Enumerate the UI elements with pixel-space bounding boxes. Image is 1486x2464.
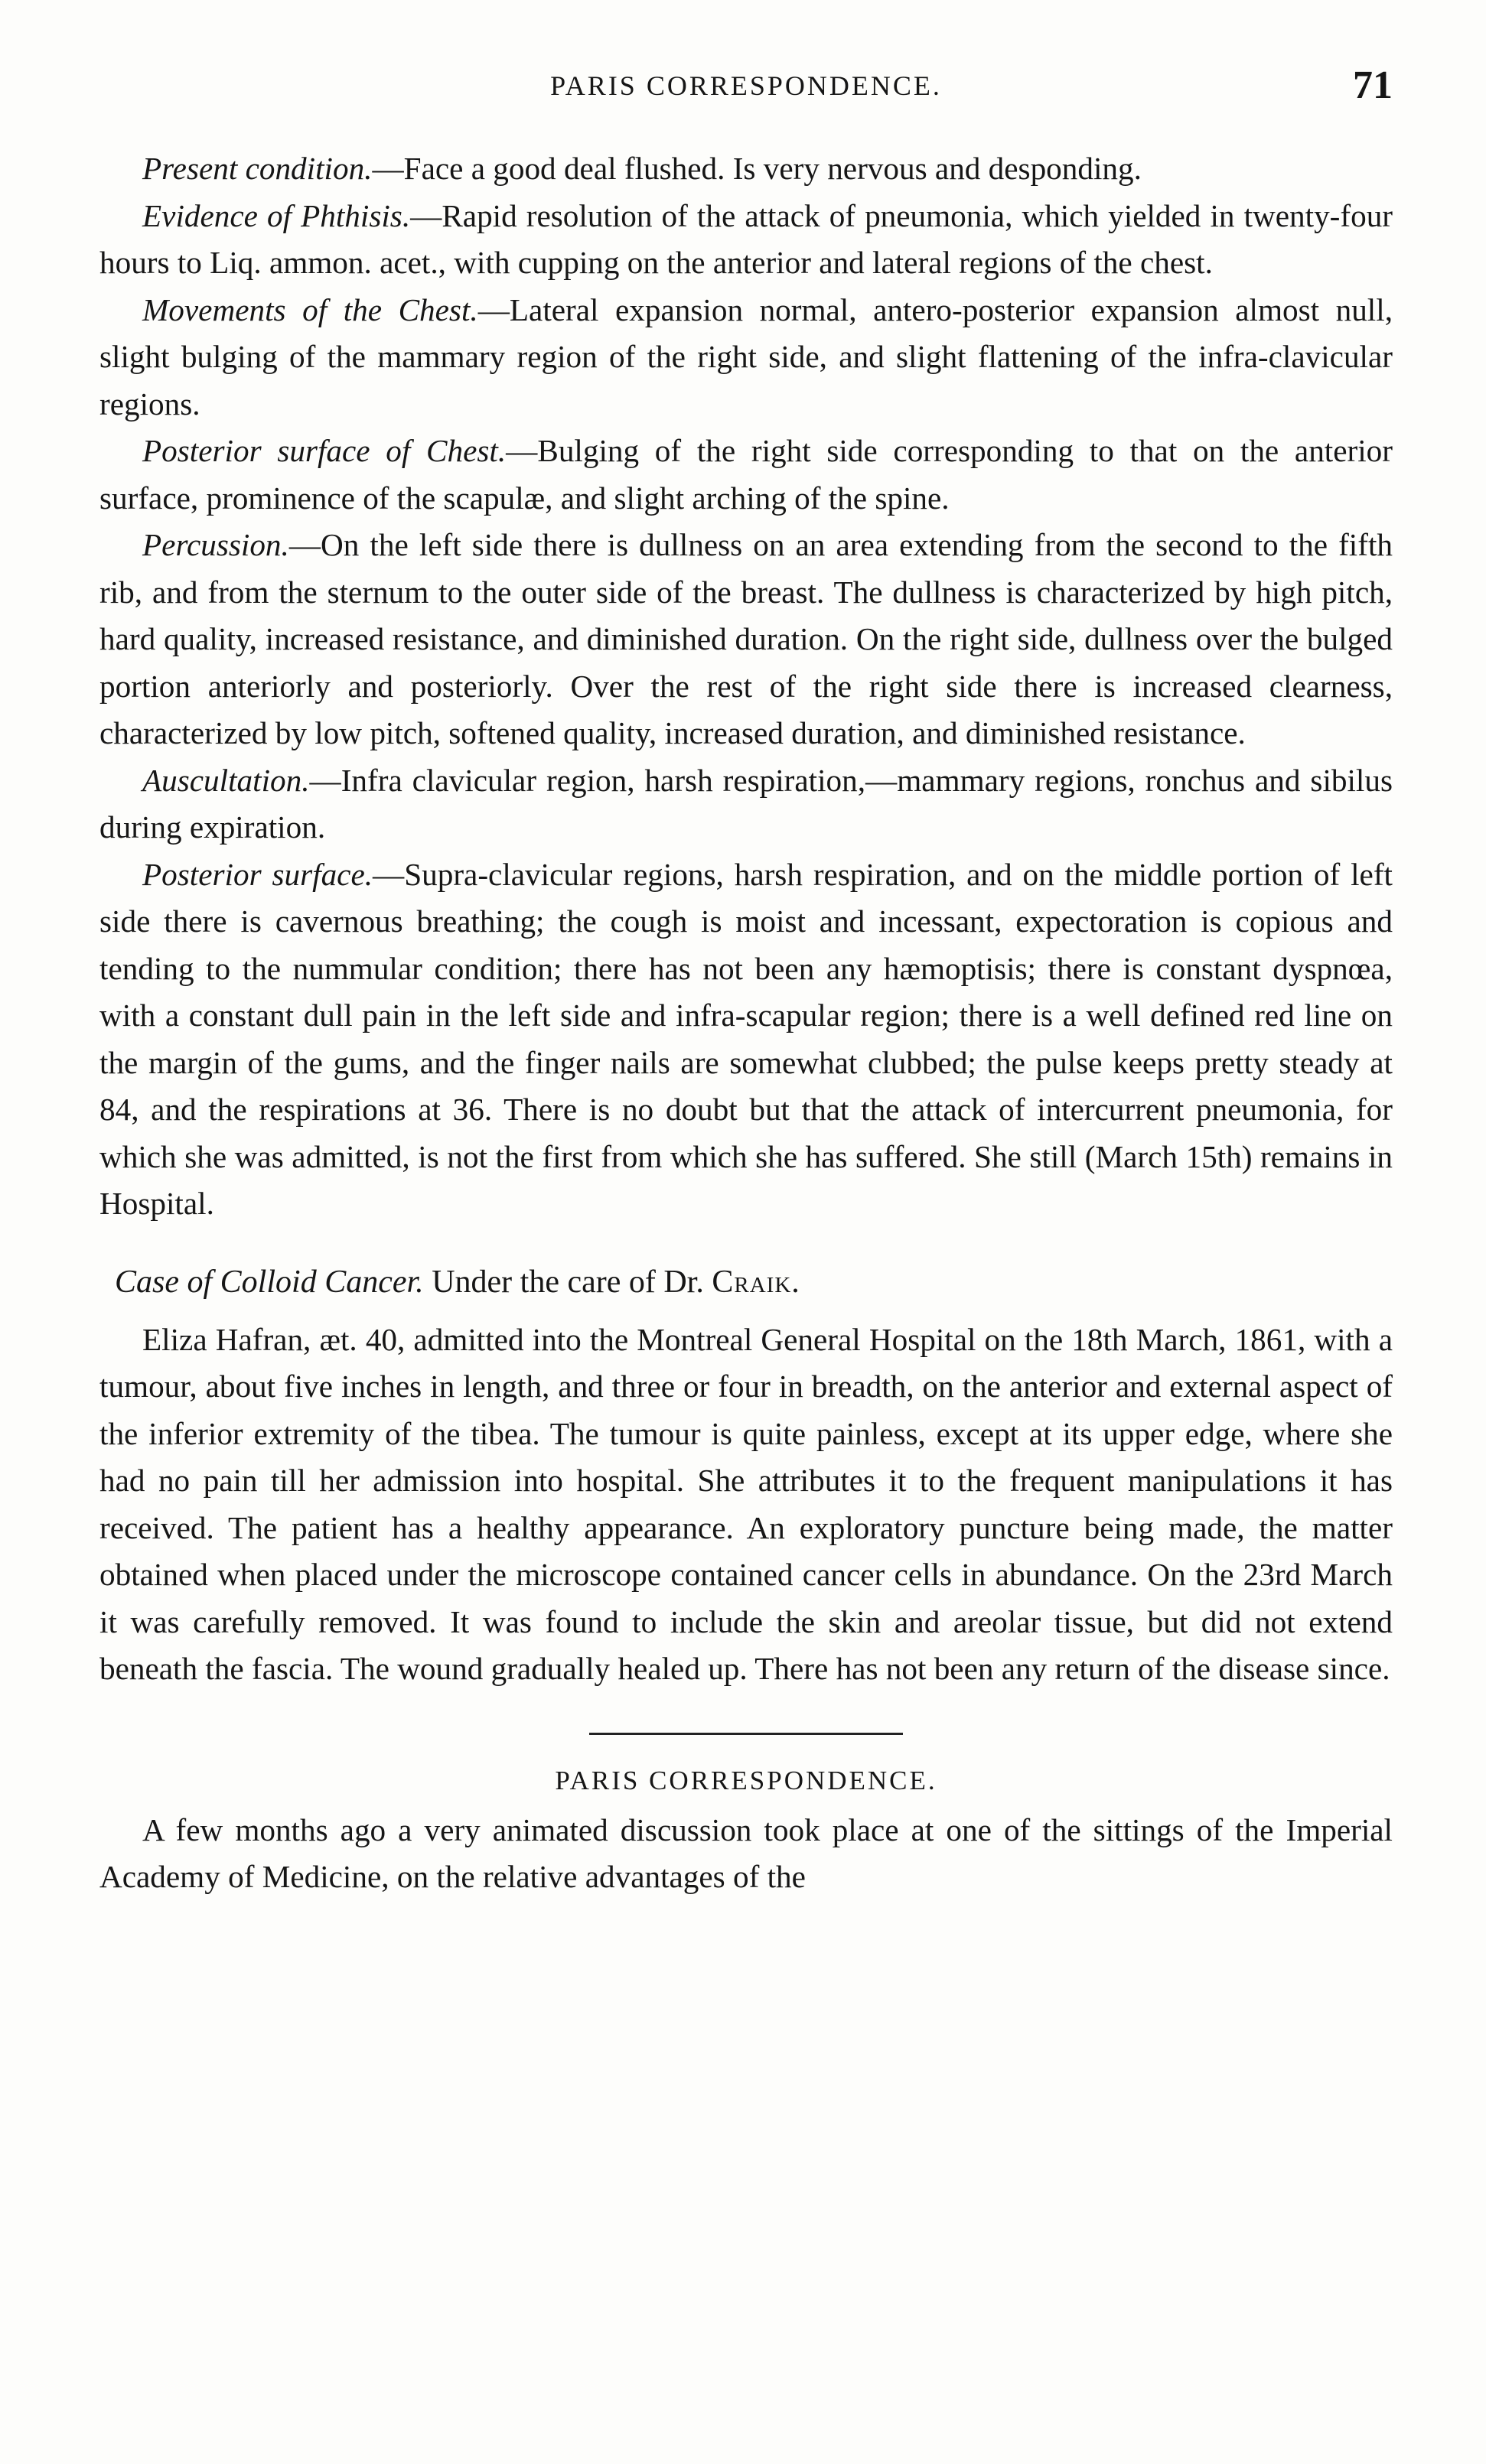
paragraph-heading: Evidence of Phthisis. [142, 197, 411, 233]
paragraph-present-condition [99, 145, 1393, 193]
section-heading: PARIS CORRESPONDENCE. [555, 1765, 937, 1795]
case-title [99, 1258, 1393, 1306]
paragraph-heading: Movements of the Chest. [142, 291, 478, 327]
paragraph-text: —Lateral expansion normal, antero-posterior expansion almost null, slight bulging of the mammary region of the right side, and slight flattening of the infra-clavicular regions. [99, 291, 1393, 422]
case-title-rest: Under the care of Dr. [423, 1264, 712, 1300]
page-number: 71 [1353, 63, 1393, 107]
paragraph-text: —Face a good deal flushed. Is very nervous and desponding. [372, 151, 1142, 186]
running-head-title: PARIS CORRESPONDENCE. [550, 70, 942, 101]
body-text [99, 145, 1393, 1901]
paragraph-heading: Present condition. [142, 151, 373, 186]
paragraph-text: —Bulging of the right side corresponding to that on the anterior surface, prominence of the scapulæ, and slight arching of the spine. [99, 433, 1393, 516]
running-head [99, 63, 1393, 121]
section-divider-rule [589, 1733, 903, 1735]
paragraph-text: —On the left side there is dullness on an area extending from the second to the fifth rib, and from the sternum to the outer side of the breast. The dullness is characterized by high pitch, hard quality, increased resistance, and diminished duration. On the right side, dullness over the bulged portion anteriorly and posteriorly. Over the rest of the right side there is increased clearness, characterized by low pitch, softened quality, increased duration, and diminished resistance. [99, 527, 1393, 750]
paragraph-percussion [99, 522, 1393, 757]
spacer [99, 1306, 1393, 1317]
paragraph-movements-of-chest [99, 287, 1393, 428]
case-title-italic: Case of Colloid Cancer. [115, 1264, 424, 1300]
paragraph-text: —Infra clavicular region, harsh respiration,—mammary regions, ronchus and sibilus during expiration. [99, 762, 1393, 845]
paragraph-heading: Auscultation. [142, 762, 310, 798]
case-title-end: . [791, 1264, 800, 1300]
paragraph-heading: Posterior surface. [142, 856, 373, 892]
spacer [99, 1228, 1393, 1258]
paragraph-posterior-surface [99, 851, 1393, 1228]
paragraph-colloid-cancer-case: Eliza Hafran, æt. 40, admitted into the Montreal General Hospital on the 18th March, 1861, with a tumour, about five inches in length, and three or four in breadth, on the anterior and external aspect of the inferior extremity of the tibea. The tumour is quite painless, except at its upper edge, where she had no pain till her admission into hospital. She attributes it to the frequent manipulations it has received. The patient has a healthy appearance. An exploratory puncture being made, the matter obtained when placed under the microscope contained cancer cells in abundance. On the 23rd March it was carefully removed. It was found to include the skin and areolar tissue, but did not extend beneath the fascia. The wound gradually healed up. There has not been any return of the disease since. [99, 1321, 1393, 1686]
paragraph-heading: Posterior surface of Chest. [142, 433, 507, 468]
paragraph-text: —Rapid resolution of the attack of pneumonia, which yielded in twenty-four hours to Liq. ammon. acet., with cupping on the anterior and lateral regions of the chest. [99, 197, 1393, 280]
paragraph-paris-correspondence: A few months ago a very animated discussion took place at one of the sittings of the Imperial Academy of Medicine, on the relative advantages of the [99, 1811, 1393, 1894]
paragraph-heading: Percussion. [142, 527, 289, 562]
paragraph-evidence-of-phthisis [99, 193, 1393, 287]
paragraph-auscultation [99, 757, 1393, 851]
paragraph-text: —Supra-clavicular regions, harsh respiration, and on the middle portion of left side there is cavernous breathing; the cough is moist and incessant, expectoration is copious and tending to the nummular condition; there has not been any hæmoptisis; there is constant dyspnœa, with a constant dull pain in the left side and infra-scapular region; there is a well defined red line on the margin of the gums, and the finger nails are somewhat clubbed; the pulse keeps pretty steady at 84, and the respirations at 36. There is no doubt but that the attack of intercurrent pneumonia, for which she was admitted, is not the first from which she has suffered. She still (March 15th) remains in Hospital. [99, 856, 1393, 1221]
case-doctor-name: Craik [712, 1264, 792, 1300]
paragraph-posterior-surface-of-chest [99, 428, 1393, 522]
